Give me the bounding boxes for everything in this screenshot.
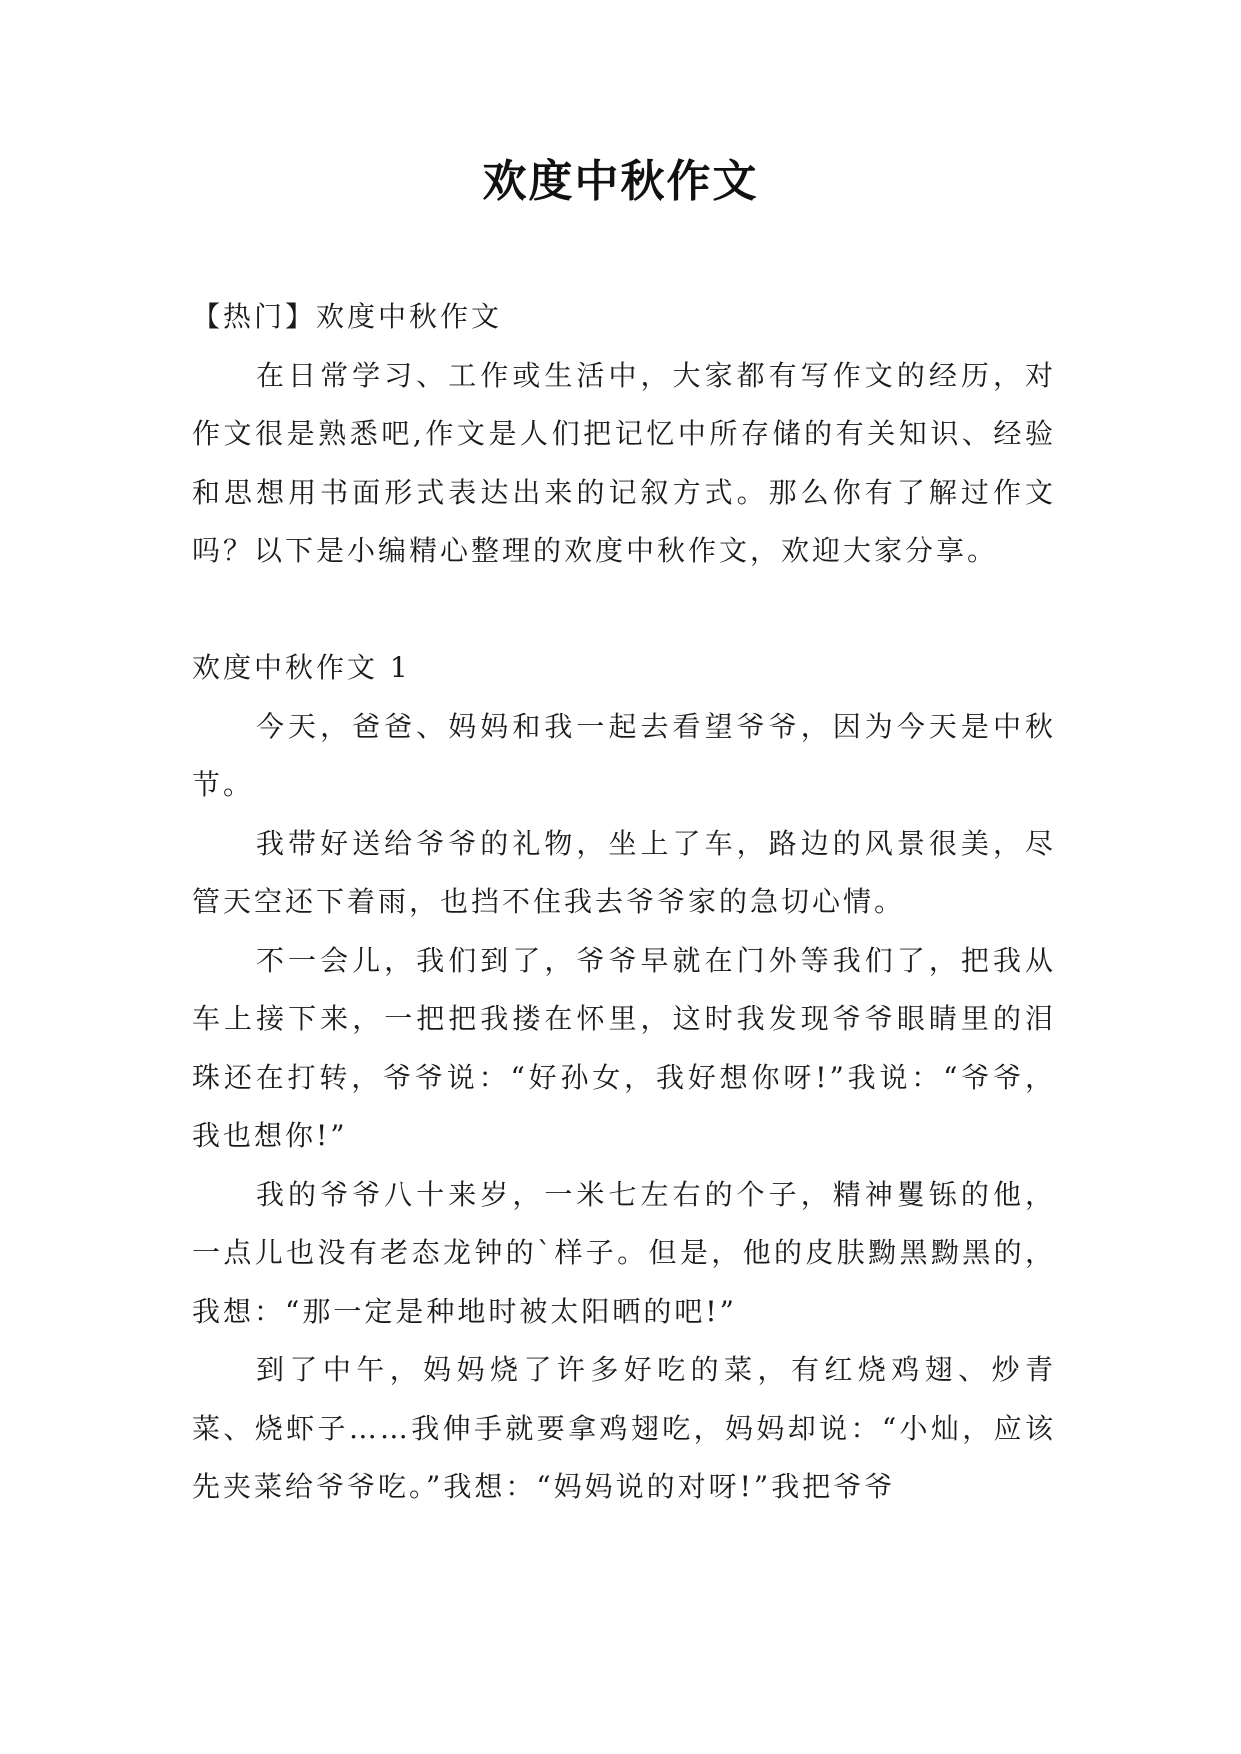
heading-line: 【热门】欢度中秋作文	[192, 300, 503, 333]
body-paragraph: 不一会儿，我们到了，爷爷早就在门外等我们了，把我从车上接下来，一把把我搂在怀里，这时我发现爷爷眼睛里的泪珠还在打转，爷爷说：“好孙女，我好想你呀!”我说：“爷爷，我也想你!”	[192, 943, 1056, 1152]
body-paragraph: 今天，爸爸、妈妈和我一起去看望爷爷，因为今天是中秋节。	[192, 709, 1056, 801]
document-title: 欢度中秋作文	[482, 156, 759, 207]
body-paragraph: 我带好送给爷爷的礼物，坐上了车，路边的风景很美，尽管天空还下着雨，也挡不住我去爷爷家的急切心情。	[192, 826, 1056, 918]
section-heading: 欢度中秋作文 1	[192, 651, 411, 684]
section-spacer	[192, 581, 1056, 640]
body-paragraph: 到了中午，妈妈烧了许多好吃的菜，有红烧鸡翅、炒青菜、烧虾子……我伸手就要拿鸡翅吃，妈妈却说：“小灿，应该先夹菜给爷爷吃。”我想：“妈妈说的对呀!”我把爷爷	[192, 1353, 1056, 1503]
body-paragraph: 我的爷爷八十来岁，一米七左右的个子，精神矍铄的他，一点儿也没有老态龙钟的`样子。但是，他的皮肤黝黑黝黑的，我想：“那一定是种地时被太阳晒的吧!”	[192, 1177, 1056, 1328]
document-body	[192, 288, 1056, 1517]
intro-paragraph: 在日常学习、工作或生活中，大家都有写作文的经历，对作文很是熟悉吧,作文是人们把记忆中所存储的有关知识、经验和思想用书面形式表达出来的记叙方式。那么你有了解过作文吗？以下是小编精心整理的欢度中秋作文，欢迎大家分享。	[192, 358, 1056, 567]
